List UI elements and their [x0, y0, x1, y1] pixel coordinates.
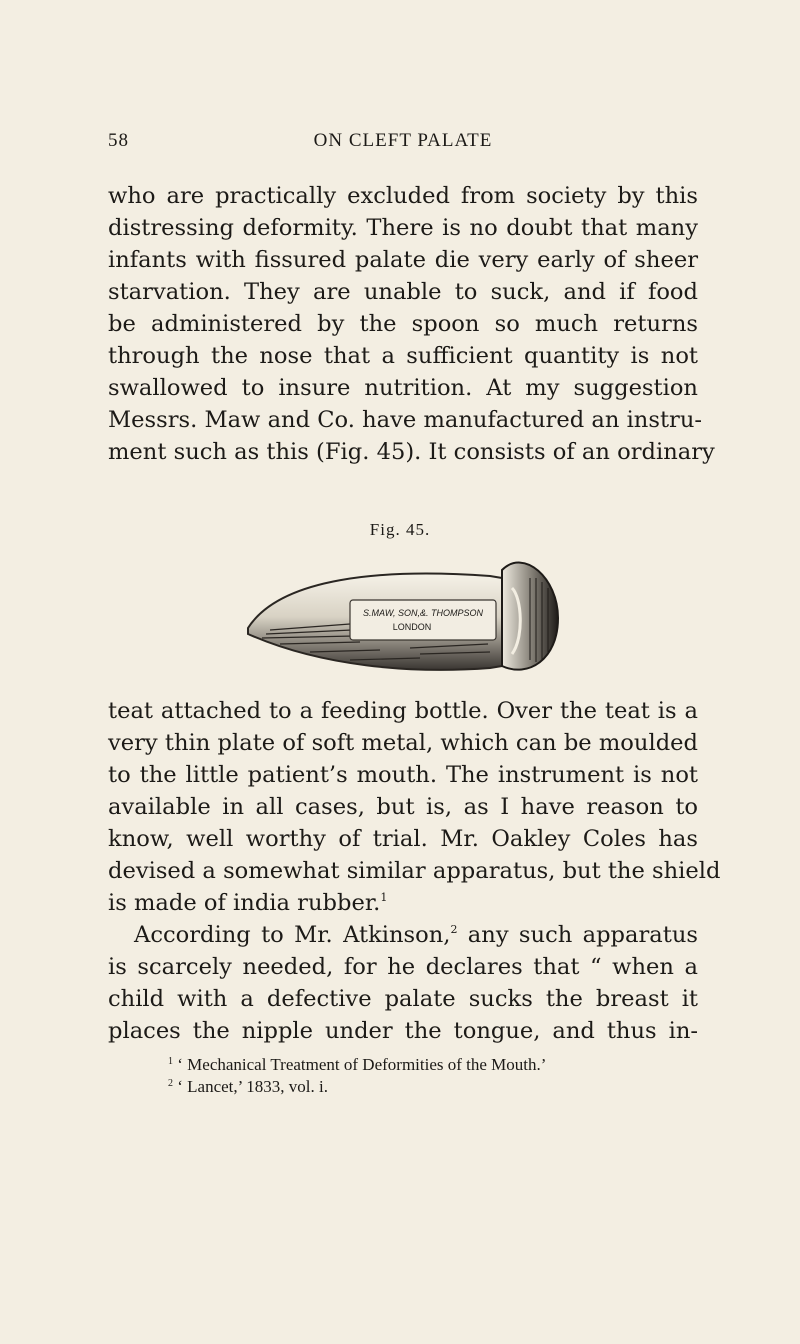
text-line: to the little patient’s mouth. The instrument is not: [108, 762, 698, 788]
text-line: teat attached to a feeding bottle. Over the teat is a: [108, 698, 698, 724]
footnote: [168, 1054, 546, 1076]
text-segment: any such apparatus: [457, 922, 698, 948]
stamp-panel: [350, 600, 496, 640]
text-line: Messrs. Maw and Co. have manufactured an instru-: [108, 407, 703, 433]
paragraph-2: [108, 695, 721, 1047]
footnote-mark: 1: [168, 1056, 173, 1067]
text-segment: is made of india rubber.: [108, 890, 381, 916]
text-line: know, well worthy of trial. Mr. Oakley Coles has: [108, 826, 698, 852]
text-line: places the nipple under the tongue, and thus in-: [108, 1018, 698, 1044]
text-line: very thin plate of soft metal, which can be moulded: [108, 730, 698, 756]
figure-label: Fig. 45.: [369, 520, 431, 539]
footnotes: [168, 1054, 546, 1098]
footnote-text: ‘ Lancet,’ 1833, vol. i.: [177, 1077, 329, 1096]
page-number: 58: [108, 130, 129, 151]
text-line: starvation. They are unable to suck, and if food: [108, 279, 698, 305]
inscription-line-2: LONDON: [392, 622, 432, 632]
text-line: through the nose that a sufficient quantity is not: [108, 343, 698, 369]
text-line: child with a defective palate sucks the breast it: [108, 986, 698, 1012]
text-line: distressing deformity. There is no doubt that many: [108, 215, 698, 241]
text-line: be administered by the spoon so much returns: [108, 311, 698, 337]
footnote-text: ‘ Mechanical Treatment of Deformities of the Mouth.’: [177, 1055, 547, 1074]
text-line: ment such as this (Fig. 45). It consists of an ordinary: [108, 439, 715, 465]
text-line: swallowed to insure nutrition. At my suggestion: [108, 375, 698, 401]
text-line: infants with fissured palate die very early of sheer: [108, 247, 698, 273]
footnote-mark: 2: [168, 1078, 173, 1089]
text-line: available in all cases, but is, as I have reason to: [108, 794, 698, 820]
running-title: ON CLEFT PALATE: [313, 130, 493, 151]
inscription-line-1: S.MAW, SON,&. THOMPSON: [362, 608, 484, 618]
paragraph-1: [108, 180, 715, 468]
text-line: is scarcely needed, for he declares that “ when a: [108, 954, 698, 980]
footnote: [168, 1076, 546, 1098]
text-line: [108, 887, 698, 919]
footnote-ref: 2: [450, 923, 458, 936]
text-line: [108, 919, 698, 951]
text-line: devised a somewhat similar apparatus, but the shield: [108, 858, 721, 884]
text-line: who are practically excluded from society by this: [108, 183, 698, 209]
feeding-teat-figure: [240, 548, 570, 678]
footnote-ref: 1: [380, 891, 388, 904]
text-segment: According to Mr. Atkinson,: [134, 922, 451, 948]
feeding-teat-illustration: [240, 548, 570, 678]
